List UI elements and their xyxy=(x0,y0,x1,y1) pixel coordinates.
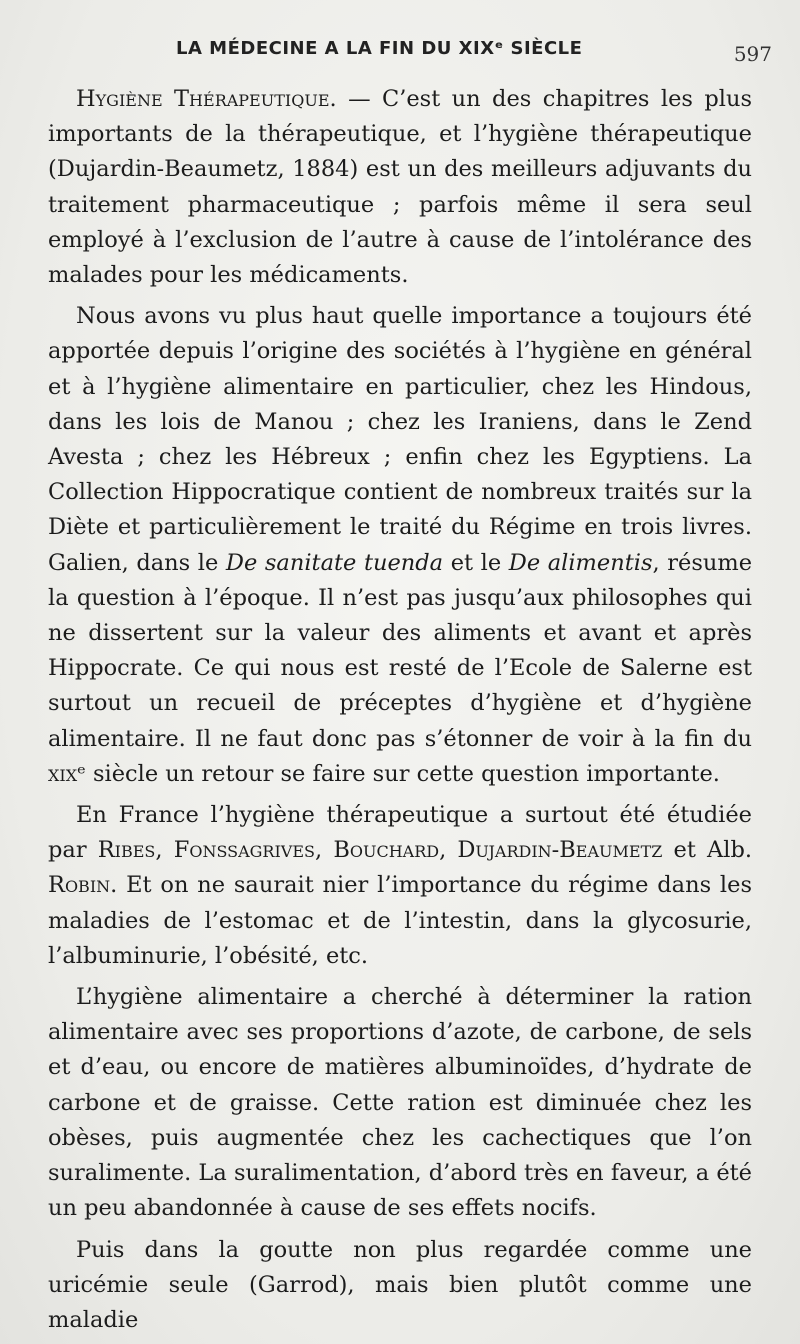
page-header xyxy=(48,38,772,70)
text-segment: , xyxy=(155,837,174,864)
text-segment: Puis dans la goutte non plus regardée comme une uricémie seule (Garrod), mais bien plutôt comme une maladie xyxy=(48,1236,752,1333)
running-title: LA MÉDECINE A LA FIN DU XIXᵉ SIÈCLE xyxy=(176,38,583,59)
paragraph-ration xyxy=(48,980,752,1226)
book-title-italic: De alimentis xyxy=(508,549,653,576)
text-segment: Nous avons vu plus haut quelle importance a toujours été apportée depuis l’origine des sociétés à l’hygiène en général et à l’hygiène alimentaire en particulier, chez les Hindous, dans les lois de Manou ; chez les Iraniens, dans le Zend Avesta ; chez les Hébreux ; enfin chez les Egyptiens. La Collection Hippocratique contient de nombreux traités sur la Diète et particulièrement le traité du Régime en trois livres. Galien, dans le xyxy=(48,303,752,576)
text-segment: ᵉ siècle un retour se faire sur cette question importante. xyxy=(77,760,720,787)
author-name: Ribes xyxy=(97,837,156,864)
paragraph-history xyxy=(48,299,752,792)
century-numeral: xix xyxy=(48,760,78,787)
text-segment: — C’est un des chapitres les plus importants de la thérapeutique, et l’hygiène thérapeutique (Dujardin-Beaumetz, 1884) est un des meilleurs adjuvants du traitement pharmaceutique ; parfois même il sera seul employé à l’exclusion de l’autre à cause de l’intolérance des malades pour les médicaments. xyxy=(48,86,752,289)
text-segment: , résume la question à l’époque. Il n’est pas jusqu’aux philosophes qui ne dissertent sur la valeur des aliments et avant et après Hippocrate. Ce qui nous est resté de l’Ecole de Salerne est surtout un recueil de préceptes d’hygiène et d’hygiène alimentaire. Il ne faut donc pas s’étonner de voir à la fin du xyxy=(48,549,753,752)
book-title-italic: De sanitate tuenda xyxy=(225,549,444,576)
text-segment: , xyxy=(439,837,458,864)
paragraph-goutte xyxy=(48,1233,752,1339)
text-segment: , xyxy=(315,837,334,864)
paragraph-hygiene-therapeutique xyxy=(48,82,752,293)
author-name: Robin xyxy=(48,872,111,899)
author-name: Fonssagrives xyxy=(173,837,315,864)
text-segment: . Et on ne saurait nier l’importance du régime dans les maladies de l’estomac et de l’intestin, dans la glycosurie, l’albuminurie, l’obésité, etc. xyxy=(48,872,752,969)
text-segment: et Alb. xyxy=(662,837,753,864)
page-number: 597 xyxy=(733,42,772,66)
text-segment: L’hygiène alimentaire a cherché à déterminer la ration alimentaire avec ses proportions d’azote, de carbone, de sels et d’eau, ou encore de matières albuminoïdes, d’hydrate de carbone et de graisse. Cette ration est diminuée chez les obèses, puis augmentée chez les cachectiques que l’on suralimente. La suralimentation, d’abord très en faveur, a été un peu abandonnée à cause de ses effets nocifs. xyxy=(48,984,752,1222)
section-heading: Hygiène Thérapeutique. xyxy=(76,86,337,112)
author-name: Bouchard xyxy=(333,837,440,864)
text-segment: et le xyxy=(443,549,509,576)
author-name: Dujardin-Beaumetz xyxy=(457,837,663,864)
body-text xyxy=(48,82,752,1338)
paragraph-france xyxy=(48,798,752,974)
text-segment: En France l’hygiène thérapeutique a surtout été étudiée par xyxy=(48,802,752,864)
